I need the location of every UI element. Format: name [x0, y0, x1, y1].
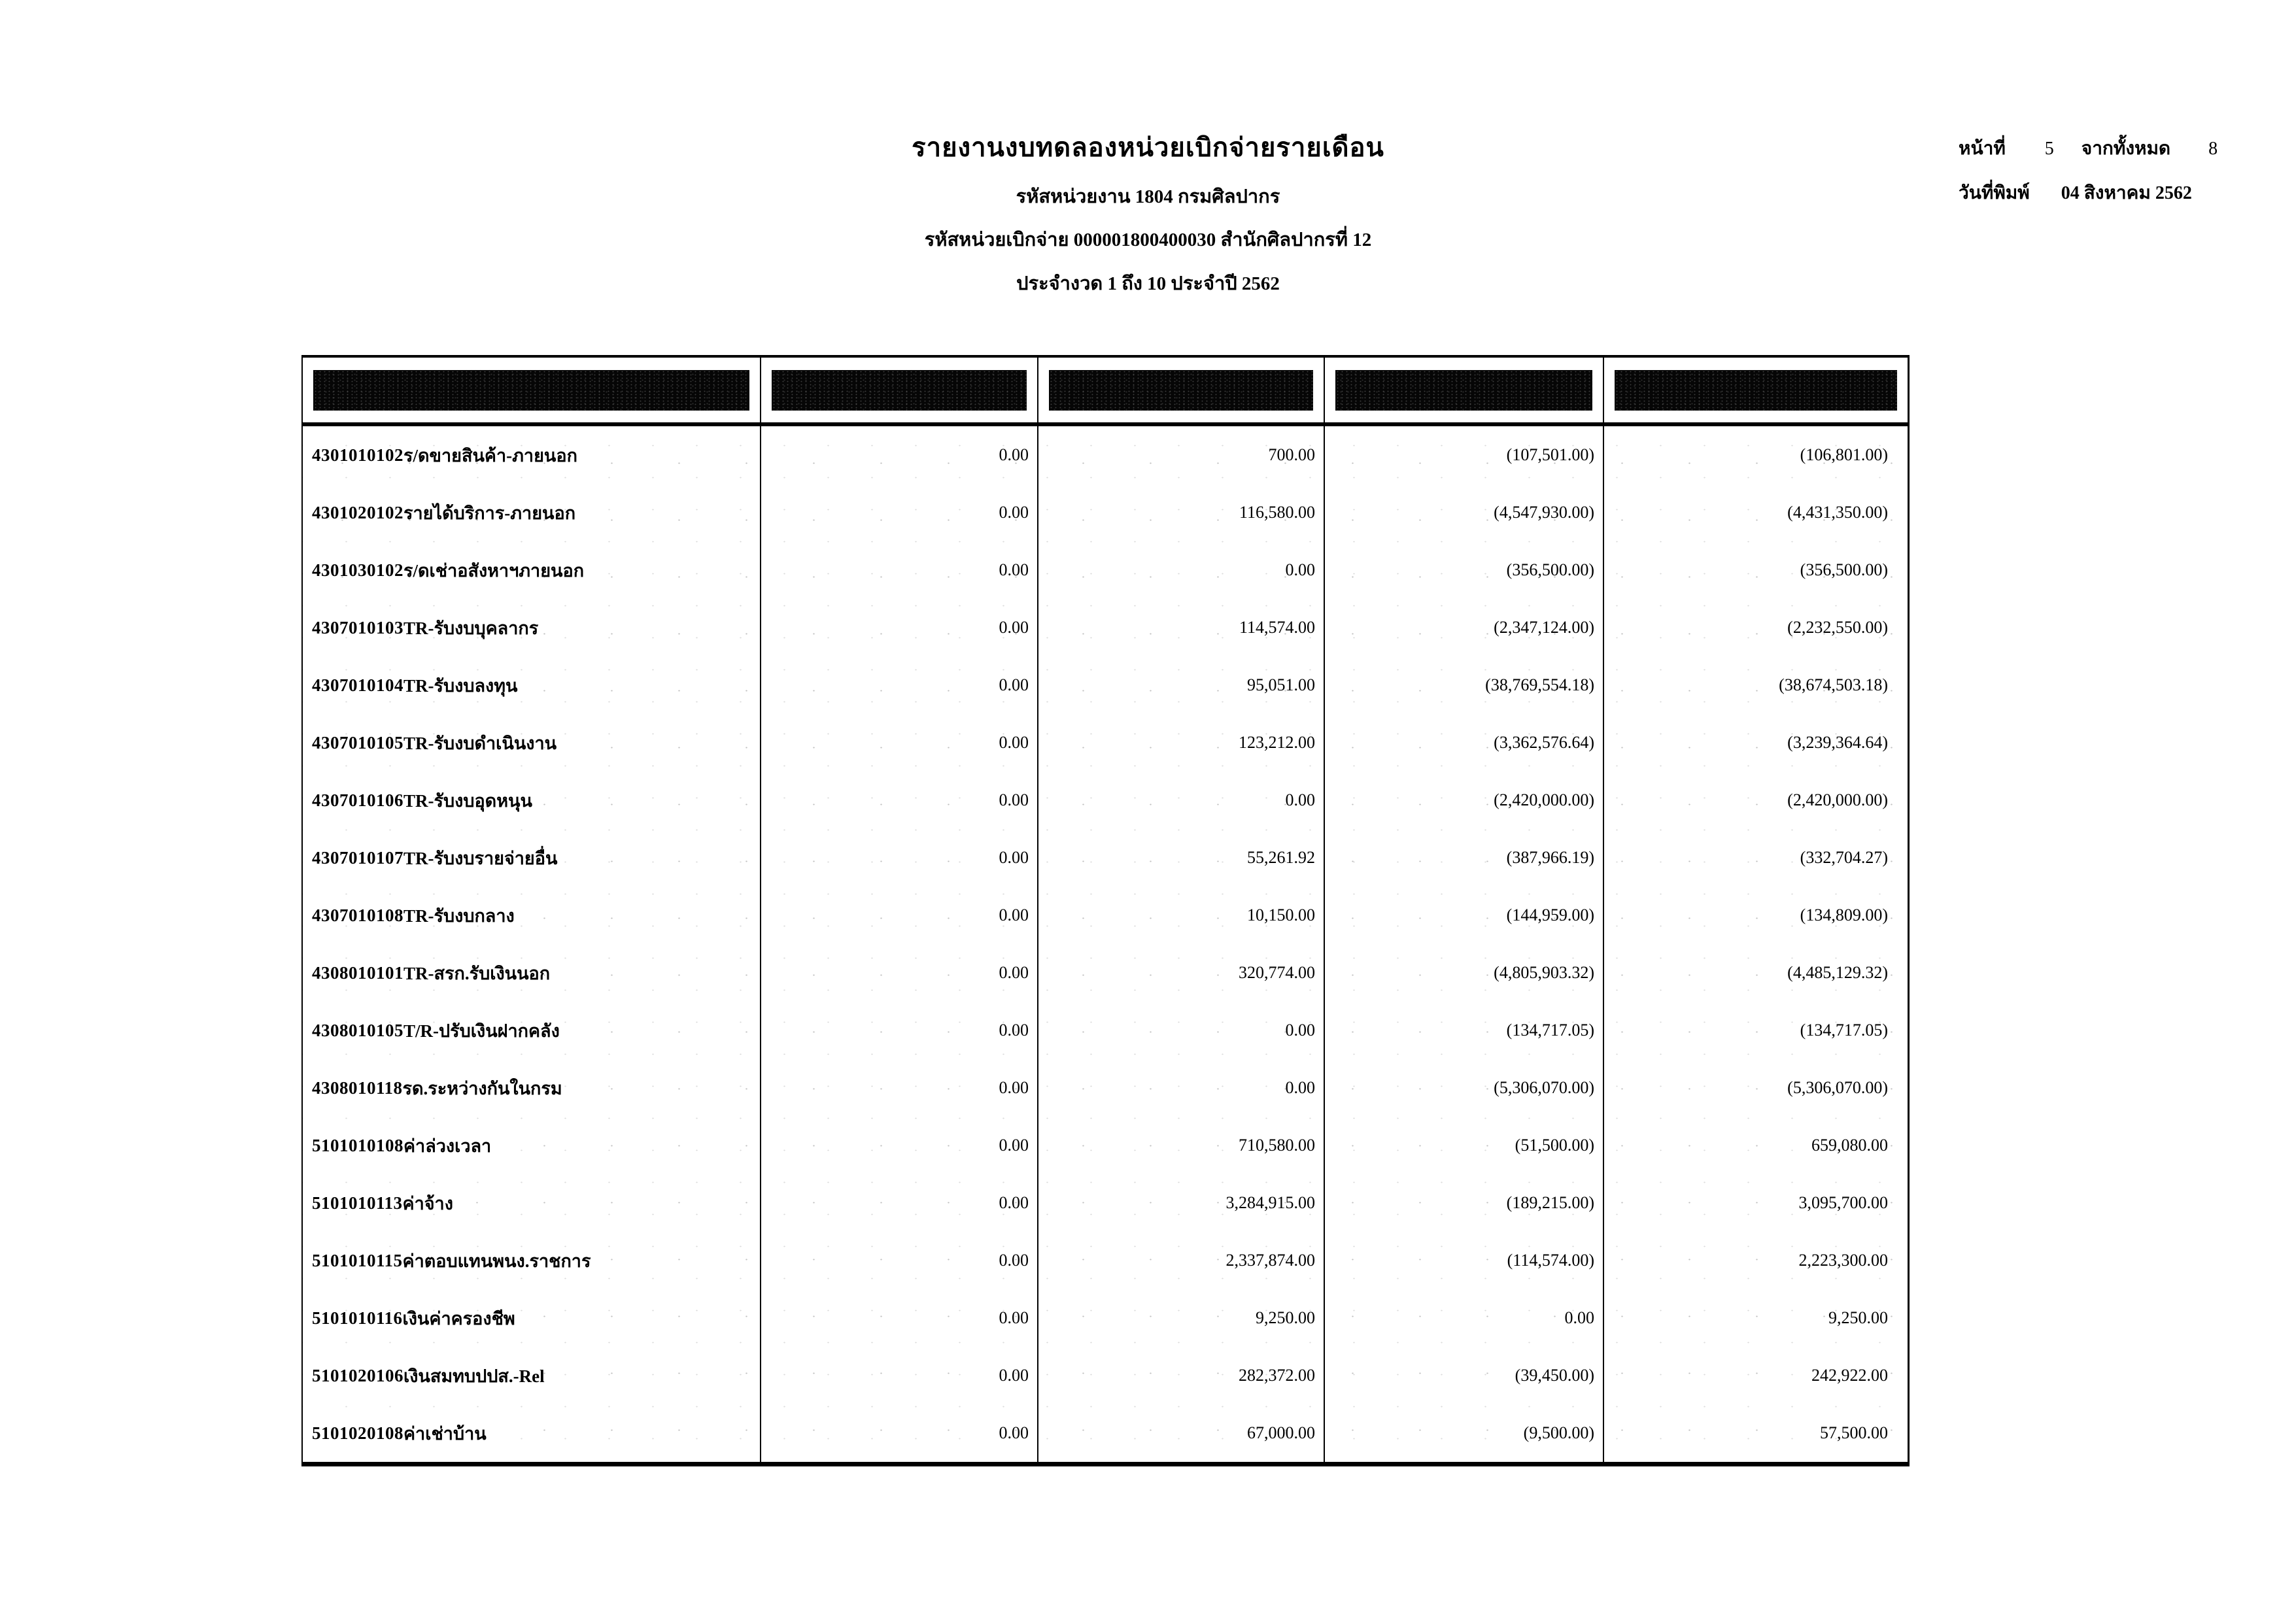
- table-row: [303, 887, 1908, 944]
- account-cell: [303, 1059, 761, 1117]
- amount-col3: (134,717.05): [1325, 1002, 1604, 1059]
- account-code: 4308010105: [312, 1020, 403, 1040]
- table-row: [303, 541, 1908, 599]
- amount-col2: 0.00: [1038, 1059, 1325, 1117]
- table-row: [303, 1404, 1908, 1462]
- print-date: 04 สิงหาคม 2562: [2061, 183, 2192, 203]
- account-cell: [303, 656, 761, 714]
- amount-col4: (106,801.00): [1800, 445, 1888, 464]
- amount-col2: 114,574.00: [1038, 599, 1325, 656]
- amount-col4: (2,232,550.00): [1787, 618, 1888, 637]
- amount-col1: 0.00: [761, 887, 1038, 944]
- amount-col2: 710,580.00: [1038, 1117, 1325, 1174]
- account-name: ค่าตอบแทนพนง.ราชการ: [402, 1251, 591, 1271]
- amount-col3: (107,501.00): [1325, 426, 1604, 484]
- account-name: ค่าล่วงเวลา: [403, 1136, 492, 1156]
- account-name: TR-รับงบลงทุน: [403, 675, 518, 696]
- account-name: T/R-ปรับเงินฝากคลัง: [403, 1021, 560, 1041]
- amount-col2: 116,580.00: [1038, 484, 1325, 541]
- table-row: [303, 656, 1908, 714]
- redacted-header-bar: [1615, 370, 1897, 411]
- page-number-line: [1959, 134, 2218, 163]
- account-name: ร/ดเช่าอสังหาฯภายนอก: [403, 560, 585, 581]
- account-cell: [303, 1347, 761, 1404]
- account-name: เงินสมทบปปส.-Rel: [403, 1366, 545, 1386]
- amount-col1: 0.00: [761, 714, 1038, 771]
- amount-col1: 0.00: [761, 1232, 1038, 1289]
- redacted-header-bar: [313, 370, 749, 411]
- amount-col3: (51,500.00): [1325, 1117, 1604, 1174]
- print-date-line: [1959, 178, 2218, 207]
- amount-col1: 0.00: [761, 771, 1038, 829]
- amount-col3: (2,420,000.00): [1325, 771, 1604, 829]
- amount-col1: 0.00: [761, 1059, 1038, 1117]
- amount-col4: (4,485,129.32): [1787, 963, 1888, 982]
- amount-col1: 0.00: [761, 426, 1038, 484]
- account-cell: [303, 426, 761, 484]
- account-cell: [303, 1174, 761, 1232]
- amount-col2: 10,150.00: [1038, 887, 1325, 944]
- amount-col1: 0.00: [761, 1117, 1038, 1174]
- account-code: 4301020102: [312, 502, 403, 522]
- amount-col4: (3,239,364.64): [1787, 733, 1888, 752]
- amount-col2: 700.00: [1038, 426, 1325, 484]
- account-code: 4308010101: [312, 962, 403, 983]
- amount-col4: 57,500.00: [1820, 1423, 1888, 1442]
- account-name: TR-รับงบรายจ่ายอื่น: [403, 848, 558, 868]
- redacted-header-bar: [772, 370, 1027, 411]
- amount-col4: (134,809.00): [1800, 905, 1888, 924]
- page-number: 5: [2044, 139, 2054, 159]
- total-pages: 8: [2208, 139, 2218, 159]
- account-name: ค่าจ้าง: [402, 1193, 453, 1213]
- account-code: 5101010108: [312, 1135, 403, 1155]
- account-cell: [303, 1404, 761, 1462]
- account-cell: [303, 1232, 761, 1289]
- amount-col2: 67,000.00: [1038, 1404, 1325, 1462]
- account-name: TR-รับงบกลาง: [403, 905, 515, 926]
- amount-col3: (4,547,930.00): [1325, 484, 1604, 541]
- account-cell: [303, 771, 761, 829]
- account-cell: [303, 1002, 761, 1059]
- account-cell: [303, 541, 761, 599]
- page-label: หน้าที่: [1959, 139, 2006, 159]
- amount-col4: 3,095,700.00: [1798, 1193, 1888, 1212]
- account-name: TR-รับงบอุดหนุน: [403, 790, 532, 811]
- amount-col4: (356,500.00): [1800, 560, 1888, 579]
- amount-col4: (134,717.05): [1800, 1021, 1888, 1040]
- amount-col2: 9,250.00: [1038, 1289, 1325, 1347]
- amount-col3: (38,769,554.18): [1325, 656, 1604, 714]
- account-name: รายได้บริการ-ภายนอก: [403, 503, 576, 523]
- amount-col3: (144,959.00): [1325, 887, 1604, 944]
- account-cell: [303, 829, 761, 887]
- account-cell: [303, 1117, 761, 1174]
- total-pages-label: จากทั้งหมด: [2081, 139, 2171, 159]
- account-code: 4307010106: [312, 790, 403, 810]
- table-row: [303, 771, 1908, 829]
- amount-col3: (356,500.00): [1325, 541, 1604, 599]
- amount-col3: (114,574.00): [1325, 1232, 1604, 1289]
- account-cell: [303, 484, 761, 541]
- redacted-header-bar: [1049, 370, 1313, 411]
- amount-col4: (38,674,503.18): [1779, 675, 1888, 694]
- account-name: รด.ระหว่างกันในกรม: [402, 1078, 562, 1098]
- table-row: [303, 1002, 1908, 1059]
- amount-col2: 2,337,874.00: [1038, 1232, 1325, 1289]
- amount-col3: (4,805,903.32): [1325, 944, 1604, 1002]
- table-header-row: [303, 358, 1908, 426]
- amount-col3: (3,362,576.64): [1325, 714, 1604, 771]
- amount-col4: 9,250.00: [1828, 1308, 1888, 1327]
- table-row: [303, 944, 1908, 1002]
- account-code: 4307010104: [312, 675, 403, 695]
- account-cell: [303, 599, 761, 656]
- account-cell: [303, 714, 761, 771]
- header-cell-col1: [761, 358, 1038, 422]
- header-cell-col3: [1325, 358, 1604, 422]
- account-code: 5101010113: [312, 1193, 403, 1213]
- account-name: เงินค่าครองชีพ: [402, 1308, 515, 1328]
- amount-col3: (9,500.00): [1325, 1404, 1604, 1462]
- amount-col3: (5,306,070.00): [1325, 1059, 1604, 1117]
- amount-col1: 0.00: [761, 541, 1038, 599]
- amount-col1: 0.00: [761, 1002, 1038, 1059]
- account-code: 4307010105: [312, 732, 403, 753]
- amount-col2: 0.00: [1038, 541, 1325, 599]
- table-row: [303, 829, 1908, 887]
- amount-col1: 0.00: [761, 1174, 1038, 1232]
- amount-col2: 0.00: [1038, 1002, 1325, 1059]
- amount-col1: 0.00: [761, 484, 1038, 541]
- table-body: [303, 426, 1908, 1462]
- amount-col1: 0.00: [761, 1347, 1038, 1404]
- account-code: 5101020108: [312, 1423, 403, 1443]
- amount-col1: 0.00: [761, 944, 1038, 1002]
- table-row: [303, 1289, 1908, 1347]
- amount-col1: 0.00: [761, 599, 1038, 656]
- amount-col4: (4,431,350.00): [1787, 503, 1888, 522]
- table-row: [303, 484, 1908, 541]
- amount-col2: 282,372.00: [1038, 1347, 1325, 1404]
- account-code: 4307010103: [312, 617, 403, 637]
- amount-col4: (5,306,070.00): [1787, 1078, 1888, 1097]
- amount-col3: (2,347,124.00): [1325, 599, 1604, 656]
- table-row: [303, 1347, 1908, 1404]
- account-code: 5101020106: [312, 1365, 403, 1385]
- report-title: รายงานงบทดลองหน่วยเบิกจ่ายรายเดือน: [912, 133, 1384, 162]
- account-name: TR-รับงบดำเนินงาน: [403, 733, 557, 753]
- amount-col4: 659,080.00: [1811, 1136, 1888, 1155]
- table-row: [303, 1232, 1908, 1289]
- account-code: 4301010102: [312, 445, 403, 465]
- amount-col3: (387,966.19): [1325, 829, 1604, 887]
- account-code: 5101010115: [312, 1250, 403, 1270]
- table-row: [303, 714, 1908, 771]
- header-cell-account: [303, 358, 761, 422]
- print-date-label: วันที่พิมพ์: [1959, 183, 2030, 203]
- account-code: 4301030102: [312, 560, 403, 580]
- amount-col2: 0.00: [1038, 771, 1325, 829]
- table-row: [303, 1059, 1908, 1117]
- account-cell: [303, 944, 761, 1002]
- account-name: TR-รับงบบุคลากร: [403, 618, 539, 638]
- amount-col2: 95,051.00: [1038, 656, 1325, 714]
- amount-col3: (189,215.00): [1325, 1174, 1604, 1232]
- account-cell: [303, 1289, 761, 1347]
- amount-col4: (332,704.27): [1800, 848, 1888, 867]
- table-row: [303, 426, 1908, 484]
- account-code: 4307010108: [312, 905, 403, 925]
- agency-code-line: รหัสหน่วยงาน 1804 กรมศิลปากร: [1016, 186, 1280, 207]
- amount-col3: (39,450.00): [1325, 1347, 1604, 1404]
- account-code: 4308010118: [312, 1077, 403, 1098]
- amount-col1: 0.00: [761, 656, 1038, 714]
- amount-col2: 3,284,915.00: [1038, 1174, 1325, 1232]
- header-cell-col2: [1038, 358, 1325, 422]
- amount-col1: 0.00: [761, 829, 1038, 887]
- account-name: TR-สรก.รับเงินนอก: [403, 963, 551, 983]
- account-code: 4307010107: [312, 847, 403, 868]
- account-code: 5101010116: [312, 1308, 403, 1328]
- page-info: [1959, 134, 2218, 207]
- amount-col4: 2,223,300.00: [1798, 1251, 1888, 1270]
- account-cell: [303, 887, 761, 944]
- amount-col1: 0.00: [761, 1404, 1038, 1462]
- trial-balance-table: [301, 355, 1910, 1466]
- amount-col3: 0.00: [1325, 1289, 1604, 1347]
- disbursement-unit-line: รหัสหน่วยเบิกจ่าย 000001800400030 สำนักศิลปากรที่ 12: [924, 229, 1372, 250]
- table-row: [303, 599, 1908, 656]
- account-name: ร/ดขายสินค้า-ภายนอก: [403, 445, 577, 465]
- table-row: [303, 1117, 1908, 1174]
- amount-col2: 55,261.92: [1038, 829, 1325, 887]
- header-cell-col4: [1604, 358, 1908, 422]
- amount-col2: 123,212.00: [1038, 714, 1325, 771]
- redacted-header-bar: [1335, 370, 1592, 411]
- table-row: [303, 1174, 1908, 1232]
- account-name: ค่าเช่าบ้าน: [403, 1423, 487, 1444]
- period-line: ประจำงวด 1 ถึง 10 ประจำปี 2562: [1016, 273, 1280, 294]
- amount-col4: (2,420,000.00): [1787, 790, 1888, 809]
- amount-col1: 0.00: [761, 1289, 1038, 1347]
- amount-col2: 320,774.00: [1038, 944, 1325, 1002]
- amount-col4: 242,922.00: [1811, 1366, 1888, 1385]
